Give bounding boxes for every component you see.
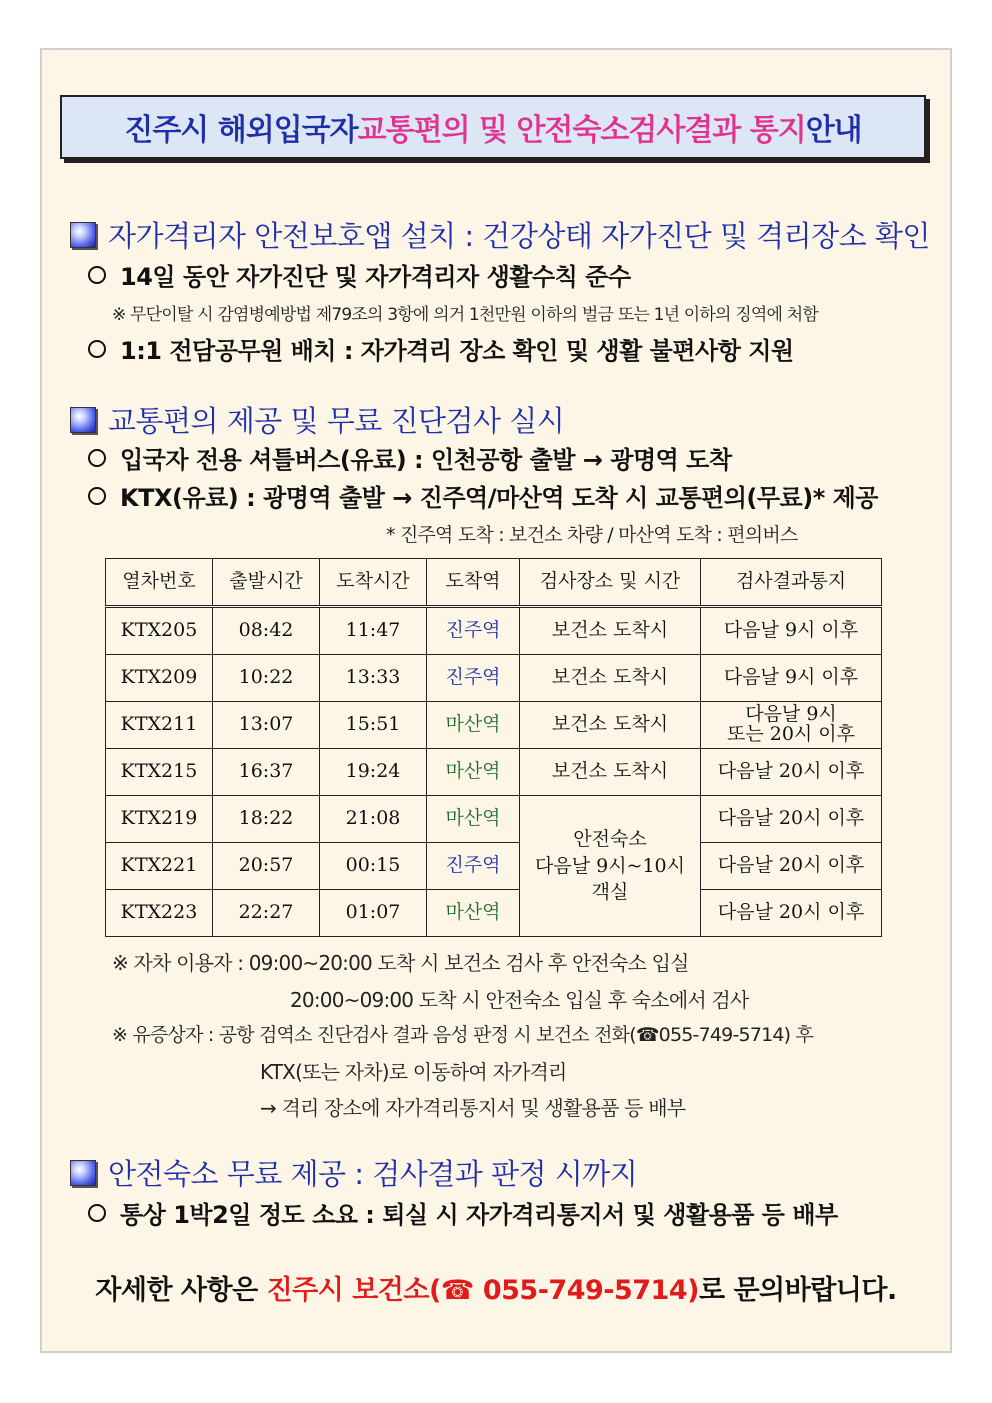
section1-item2	[88, 331, 794, 366]
footer-part1: 자세한 사항은	[95, 1275, 267, 1306]
circle-bullet-icon	[88, 266, 106, 284]
train-number: KTX219	[106, 796, 213, 843]
arrival-time: 11:47	[320, 607, 427, 655]
circle-bullet-icon	[88, 449, 106, 467]
train-number: KTX205	[106, 607, 213, 655]
circle-bullet-icon	[88, 487, 106, 505]
arrival-time: 21:08	[320, 796, 427, 843]
footer-part3: 로 문의바랍니다.	[698, 1275, 897, 1306]
table-row	[106, 749, 882, 796]
table-header-row	[106, 559, 882, 607]
section2-item2	[88, 478, 878, 513]
train-number: KTX215	[106, 749, 213, 796]
result-notice: 다음날 20시 이후	[701, 749, 882, 796]
arrival-station: 진주역	[427, 843, 520, 890]
section3-item1-text: 통상 1박2일 정도 소요 : 퇴실 시 자가격리통지서 및 생활용품 등 배부	[120, 1201, 838, 1229]
result-notice: 다음날 9시 이후	[701, 607, 882, 655]
section3-item1	[88, 1195, 838, 1230]
header-departure: 출발시간	[213, 559, 320, 607]
train-schedule-table	[105, 558, 882, 937]
test-place: 보건소 도착시	[520, 749, 701, 796]
title-part4: 안내	[805, 113, 862, 148]
circle-bullet-icon	[88, 340, 106, 358]
departure-time: 13:07	[213, 702, 320, 749]
test-place: 보건소 도착시	[520, 702, 701, 749]
train-number: KTX221	[106, 843, 213, 890]
section2-item2-text: KTX(유료) : 광명역 출발 → 진주역/마산역 도착 시 교통편의(무료)* 제공	[120, 484, 878, 512]
departure-time: 10:22	[213, 655, 320, 702]
result-notice: 다음날 20시 이후	[701, 890, 882, 937]
merged-place-line3: 객실	[591, 881, 629, 904]
square-bullet-icon	[70, 1160, 96, 1186]
table-row	[106, 607, 882, 655]
header-train: 열차번호	[106, 559, 213, 607]
circle-bullet-icon	[88, 1204, 106, 1222]
square-bullet-icon	[70, 222, 96, 248]
footer-contact: 진주시 보건소(☎ 055-749-5714)	[266, 1275, 699, 1306]
result-notice: 다음날 20시 이후	[701, 843, 882, 890]
title-part1: 진주시 해외입국자	[124, 113, 358, 148]
arrival-time: 01:07	[320, 890, 427, 937]
section1-note: ※ 무단이탈 시 감염병예방법 제79조의 3항에 의거 1천만원 이하의 벌금 또는 1년 이하의 징역에 처함	[112, 305, 818, 325]
arrival-station: 진주역	[427, 607, 520, 655]
departure-time: 16:37	[213, 749, 320, 796]
header-result: 검사결과통지	[701, 559, 882, 607]
arrival-station: 마산역	[427, 702, 520, 749]
car-user-note-line1: ※ 자차 이용자 : 09:00~20:00 도착 시 보건소 검사 후 안전숙소 입실	[112, 951, 689, 975]
symptom-note-line1: ※ 유증상자 : 공항 검역소 진단검사 결과 음성 판정 시 보건소 전화(☎055-749-5714) 후	[112, 1024, 814, 1046]
section1-heading	[70, 214, 930, 255]
arrival-station: 마산역	[427, 749, 520, 796]
section3-heading-text: 안전숙소 무료 제공 : 검사결과 판정 시까지	[108, 1157, 638, 1191]
symptom-note-line2: KTX(또는 자차)로 이동하여 자가격리	[260, 1060, 567, 1084]
header-arrival: 도착시간	[320, 559, 427, 607]
header-test-place: 검사장소 및 시간	[520, 559, 701, 607]
title-box	[60, 95, 926, 159]
merged-place-line2: 다음날 9시~10시	[535, 854, 685, 877]
section2-item1-text: 입국자 전용 셔틀버스(유료) : 인천공항 출발 → 광명역 도착	[120, 446, 732, 474]
result-notice	[701, 702, 882, 749]
result-line1: 다음날 9시	[745, 703, 837, 726]
departure-time: 18:22	[213, 796, 320, 843]
car-user-note-line2: 20:00~09:00 도착 시 안전숙소 입실 후 숙소에서 검사	[290, 988, 749, 1012]
section1-item1-text: 14일 동안 자가진단 및 자가격리자 생활수칙 준수	[120, 263, 631, 291]
section2-item1	[88, 440, 732, 475]
train-number: KTX211	[106, 702, 213, 749]
section2-heading-text: 교통편의 제공 및 무료 진단검사 실시	[108, 404, 565, 438]
train-number: KTX223	[106, 890, 213, 937]
square-bullet-icon	[70, 407, 96, 433]
arrival-station: 마산역	[427, 890, 520, 937]
section2-heading	[70, 399, 564, 440]
table-row	[106, 796, 882, 843]
test-place: 보건소 도착시	[520, 655, 701, 702]
arrival-time: 15:51	[320, 702, 427, 749]
result-notice: 다음날 9시 이후	[701, 655, 882, 702]
title-part3: 검사결과 통지	[628, 113, 806, 148]
merged-place-line1: 안전숙소	[573, 828, 647, 851]
train-number: KTX209	[106, 655, 213, 702]
section1-heading-text: 자가격리자 안전보호앱 설치 : 건강상태 자가진단 및 격리장소 확인	[108, 219, 930, 253]
test-place: 보건소 도착시	[520, 607, 701, 655]
arrival-time: 13:33	[320, 655, 427, 702]
title-part2: 교통편의 및 안전숙소	[357, 113, 629, 148]
departure-time: 08:42	[213, 607, 320, 655]
result-notice: 다음날 20시 이후	[701, 796, 882, 843]
arrival-station: 진주역	[427, 655, 520, 702]
section1-item2-text: 1:1 전담공무원 배치 : 자가격리 장소 확인 및 생활 불편사항 지원	[120, 337, 794, 365]
table-row	[106, 843, 882, 890]
arrival-time: 19:24	[320, 749, 427, 796]
departure-time: 20:57	[213, 843, 320, 890]
table-row	[106, 655, 882, 702]
contact-footer	[42, 1268, 950, 1307]
document-page	[40, 48, 952, 1353]
header-station: 도착역	[427, 559, 520, 607]
section3-heading	[70, 1152, 637, 1193]
table-row	[106, 702, 882, 749]
section2-note: * 진주역 도착 : 보건소 차량 / 마산역 도착 : 편의버스	[386, 524, 798, 546]
safe-lodging-test-place	[520, 796, 701, 937]
arrival-time: 00:15	[320, 843, 427, 890]
arrival-station: 마산역	[427, 796, 520, 843]
departure-time: 22:27	[213, 890, 320, 937]
symptom-note-line3: → 격리 장소에 자가격리통지서 및 생활용품 등 배부	[260, 1096, 686, 1120]
result-line2: 또는 20시 이후	[726, 723, 856, 745]
table-row	[106, 890, 882, 937]
section1-item1	[88, 257, 631, 292]
